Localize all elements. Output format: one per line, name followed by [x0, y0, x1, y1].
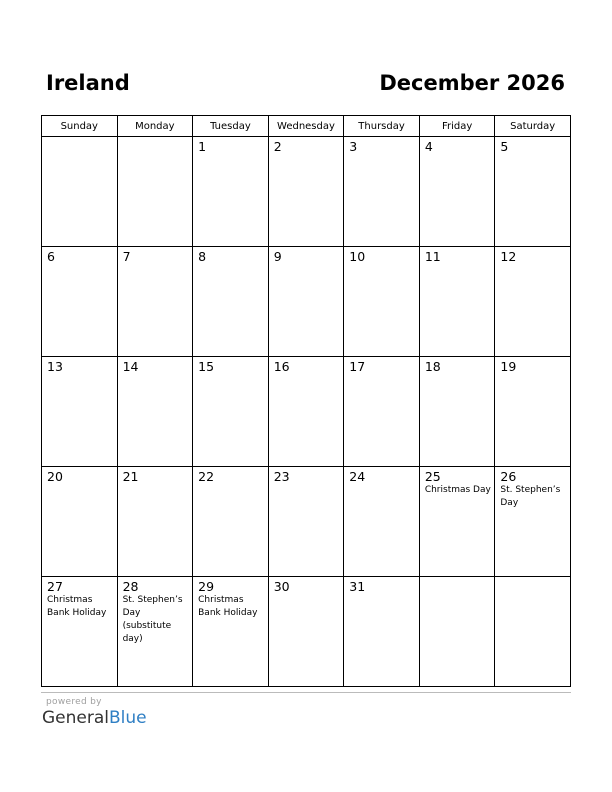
day-cell: [268, 467, 344, 577]
country-title: Ireland: [46, 71, 130, 95]
day-cell-content: [269, 577, 344, 594]
logo-text-blue: Blue: [109, 708, 147, 728]
day-number: 28: [122, 579, 139, 594]
day-number: 11: [424, 249, 441, 264]
generalblue-logo[interactable]: [42, 707, 147, 729]
day-number: 10: [349, 249, 366, 264]
day-number: 29: [198, 579, 215, 594]
day-number: 22: [198, 469, 215, 484]
day-number: 31: [349, 579, 366, 594]
day-number: 23: [273, 469, 290, 484]
day-number: 30: [273, 579, 290, 594]
day-cell-content: [495, 357, 570, 374]
day-cell: [117, 247, 193, 357]
day-number: 20: [47, 469, 63, 484]
day-cell: [344, 137, 420, 247]
day-cell-content: [42, 247, 117, 264]
day-number: 27: [47, 579, 63, 594]
day-cell: [193, 357, 269, 467]
day-cell-content: [269, 247, 344, 264]
day-cell-content: [495, 577, 570, 579]
day-number: 9: [273, 249, 282, 264]
day-cell: [495, 137, 571, 247]
day-cell-content: [118, 467, 193, 484]
day-cell-content: [269, 137, 344, 154]
day-cell-content: [118, 357, 193, 374]
day-cell-content: [193, 247, 268, 264]
powered-by-text: powered by: [46, 697, 102, 707]
day-number: 5: [500, 139, 509, 154]
day-cell: [193, 247, 269, 357]
day-cell: [268, 357, 344, 467]
day-cell: [419, 247, 495, 357]
weekday-wednesday: Wednesday: [268, 116, 344, 137]
week-row: [42, 247, 571, 357]
day-cell: [344, 577, 420, 687]
day-cell: [42, 467, 118, 577]
day-cell: [419, 357, 495, 467]
day-cell: [117, 357, 193, 467]
day-cell: [42, 577, 118, 687]
day-cell-content: [118, 247, 193, 264]
month-year-title: December 2026: [379, 71, 565, 95]
day-cell-content: [420, 577, 495, 579]
weekday-saturday: Saturday: [495, 116, 571, 137]
logo-text-general: General: [42, 708, 109, 728]
day-number: 13: [47, 359, 63, 374]
week-row: [42, 137, 571, 247]
week-row: [42, 577, 571, 687]
day-cell-content: [420, 137, 495, 154]
day-number: 4: [424, 139, 433, 154]
day-cell: [193, 577, 269, 687]
day-cell-content: [420, 467, 495, 497]
weekday-monday: Monday: [117, 116, 193, 137]
day-cell: [42, 247, 118, 357]
day-cell-content: [269, 357, 344, 374]
weekday-tuesday: Tuesday: [193, 116, 269, 137]
holiday-label: Christmas Bank Holiday: [47, 595, 107, 618]
day-cell: [419, 467, 495, 577]
weekday-friday: Friday: [419, 116, 495, 137]
day-number: 1: [198, 139, 207, 154]
day-cell: [495, 577, 571, 687]
day-cell: [193, 137, 269, 247]
day-number: 3: [349, 139, 358, 154]
day-cell-content: [193, 137, 268, 154]
day-cell: [495, 247, 571, 357]
day-number: 24: [349, 469, 366, 484]
day-number: 2: [273, 139, 282, 154]
day-cell-content: [42, 467, 117, 484]
day-cell: [495, 357, 571, 467]
day-cell: [42, 137, 118, 247]
day-cell-content: [42, 137, 117, 139]
day-cell: [117, 467, 193, 577]
day-number: 16: [273, 359, 290, 374]
day-cell-content: [344, 137, 419, 154]
holiday-label: St. Stephen’s Day (substitute day): [122, 595, 183, 644]
day-cell-content: [495, 467, 570, 510]
day-cell-content: [344, 577, 419, 594]
day-cell: [117, 137, 193, 247]
weekday-thursday: Thursday: [344, 116, 420, 137]
week-row: [42, 467, 571, 577]
day-cell: [344, 357, 420, 467]
day-cell-content: [42, 357, 117, 374]
day-cell-content: [193, 577, 268, 620]
holiday-label: Christmas Bank Holiday: [198, 595, 258, 618]
day-cell: [42, 357, 118, 467]
day-cell-content: [42, 577, 117, 620]
day-cell: [344, 247, 420, 357]
day-cell: [268, 247, 344, 357]
day-number: 7: [122, 249, 131, 264]
day-cell: [344, 467, 420, 577]
day-cell-content: [420, 247, 495, 264]
day-number: 25: [424, 469, 441, 484]
day-cell-content: [344, 247, 419, 264]
day-cell: [268, 137, 344, 247]
day-number: 15: [198, 359, 215, 374]
day-cell-content: [193, 467, 268, 484]
day-cell: [419, 137, 495, 247]
day-cell-content: [495, 137, 570, 154]
weekday-sunday: Sunday: [42, 116, 118, 137]
day-cell-content: [118, 137, 193, 139]
holiday-label: Christmas Day: [424, 485, 491, 495]
day-number: 21: [122, 469, 139, 484]
day-number: 17: [349, 359, 366, 374]
day-cell-content: [344, 357, 419, 374]
day-cell: [495, 467, 571, 577]
day-number: 18: [424, 359, 441, 374]
calendar-grid: [41, 115, 571, 687]
footer-divider: [41, 692, 571, 693]
day-cell-content: [420, 357, 495, 374]
day-cell: [419, 577, 495, 687]
day-cell-content: [118, 577, 193, 646]
holiday-label: St. Stephen’s Day: [500, 485, 561, 508]
day-number: 6: [47, 249, 55, 264]
day-cell-content: [344, 467, 419, 484]
day-cell: [117, 577, 193, 687]
day-number: 12: [500, 249, 517, 264]
week-row: [42, 357, 571, 467]
day-number: 14: [122, 359, 139, 374]
day-number: 26: [500, 469, 517, 484]
day-cell-content: [193, 357, 268, 374]
day-number: 8: [198, 249, 207, 264]
day-cell-content: [269, 467, 344, 484]
day-cell: [193, 467, 269, 577]
day-number: 19: [500, 359, 517, 374]
day-cell: [268, 577, 344, 687]
weekday-header-row: [42, 116, 571, 137]
day-cell-content: [495, 247, 570, 264]
